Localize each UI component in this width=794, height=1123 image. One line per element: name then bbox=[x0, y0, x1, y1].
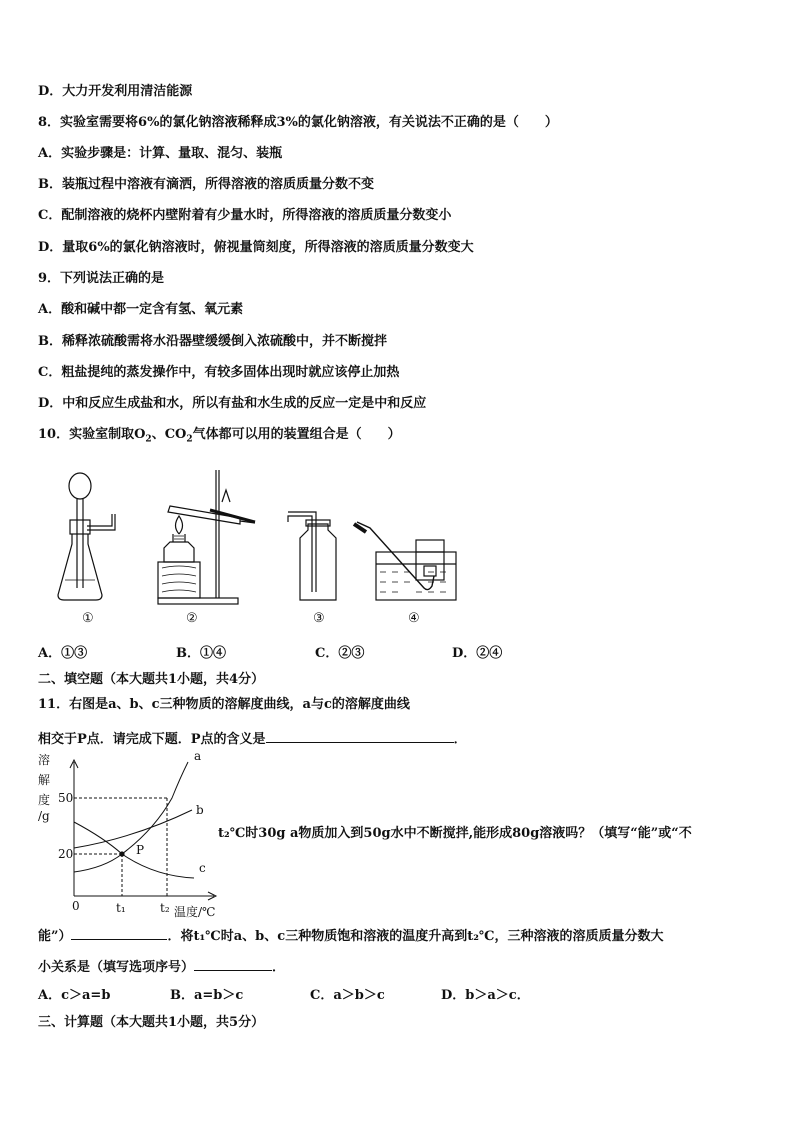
apparatus-label-1: ① bbox=[82, 611, 94, 626]
q11-option-b: B．a=b＞c bbox=[170, 988, 244, 1003]
curve-c bbox=[74, 822, 194, 878]
q9-stem: 9．下列说法正确的是 bbox=[38, 271, 165, 286]
q9-option-d: D．中和反应生成盐和水，所以有盐和水生成的反应一定是中和反应 bbox=[38, 396, 427, 411]
q10-stem: 10．实验室制取$O_2$、$CO_2$气体都可以用的装置组合是（ ） bbox=[38, 427, 401, 445]
q11-option-c: C．a＞b＞c bbox=[310, 988, 385, 1003]
section3-title: 三、计算题（本大题共1小题，共5分） bbox=[38, 1015, 265, 1030]
y-axis-label-4: /g bbox=[38, 809, 50, 823]
point-p bbox=[119, 851, 124, 856]
y-tick-50: 50 bbox=[58, 791, 74, 805]
x-tick-t2: t₂ bbox=[160, 901, 170, 915]
curve-label-c: c bbox=[199, 861, 206, 875]
solubility-graph bbox=[34, 748, 224, 922]
q11-side-text: t₂℃时30g a物质加入到50g水中不断搅拌,能形成80g溶液吗？（填写“能”或“不 bbox=[218, 826, 692, 841]
q9-option-c: C．粗盐提纯的蒸发操作中，有较多固体出现时就应该停止加热 bbox=[38, 365, 400, 380]
q11-line1: 11．右图是a、b、c三种物质的溶解度曲线，a与c的溶解度曲线 bbox=[38, 697, 410, 712]
q8-option-a: A．实验步骤是：计算、量取、混匀、装瓶 bbox=[38, 146, 283, 161]
q11-option-a: A．c＞a=b bbox=[38, 988, 111, 1003]
q10-option-c: C．②③ bbox=[315, 646, 365, 661]
answer-blank-1[interactable] bbox=[266, 730, 454, 743]
origin-label: 0 bbox=[72, 899, 80, 913]
q10-option-d: D．②④ bbox=[452, 646, 503, 661]
apparatus-3-bottle bbox=[288, 512, 336, 600]
x-axis-label: 温度/℃ bbox=[174, 905, 216, 919]
point-p-label: P bbox=[136, 843, 145, 857]
apparatus-4-water-trough bbox=[354, 522, 456, 600]
apparatus-label-3: ③ bbox=[313, 611, 325, 626]
y-axis-label-1: 溶 bbox=[38, 753, 51, 767]
curve-a bbox=[74, 762, 188, 872]
answer-blank-3[interactable] bbox=[194, 958, 272, 971]
apparatus-figure bbox=[40, 460, 480, 630]
y-tick-20: 20 bbox=[58, 847, 74, 861]
q11-line2: 相交于P点．请完成下题．P点的含义是 ． bbox=[38, 732, 467, 747]
y-axis-label-2: 解 bbox=[38, 773, 51, 787]
q8-option-b: B．装瓶过程中溶液有滴洒，所得溶液的溶质质量分数不变 bbox=[38, 177, 374, 192]
q11-option-d: D．b＞a＞c． bbox=[441, 988, 530, 1003]
apparatus-label-2: ② bbox=[186, 611, 198, 626]
q8-option-d: D．量取6%的氯化钠溶液时，俯视量筒刻度，所得溶液的溶质质量分数变大 bbox=[38, 240, 474, 255]
apparatus-2-heating bbox=[158, 470, 255, 604]
q7-option-d: D．大力开发利用清洁能源 bbox=[38, 84, 193, 99]
section2-title: 二、填空题（本大题共1小题，共4分） bbox=[38, 672, 265, 687]
curve-b bbox=[74, 810, 192, 848]
q9-option-b: B．稀释浓硫酸需将水沿器壁缓缓倒入浓硫酸中，并不断搅拌 bbox=[38, 334, 387, 349]
q9-option-a: A．酸和碱中都一定含有氢、氧元素 bbox=[38, 302, 244, 317]
curve-label-a: a bbox=[194, 749, 202, 763]
apparatus-1-flask bbox=[58, 473, 115, 600]
curve-label-b: b bbox=[196, 803, 204, 817]
answer-blank-2[interactable] bbox=[71, 927, 167, 940]
apparatus-label-4: ④ bbox=[408, 611, 420, 626]
y-axis-label-3: 度 bbox=[38, 793, 51, 807]
q10-option-b: B．①④ bbox=[176, 646, 226, 661]
q8-stem: 8．实验室需要将6%的氯化钠溶液稀释成3%的氯化钠溶液，有关说法不正确的是（ ） bbox=[38, 115, 558, 130]
q11-line5: 小关系是（填写选项序号） ． bbox=[38, 960, 286, 975]
q11-line4: 能”） ．将t₁℃时a、b、c三种物质饱和溶液的温度升高到t₂℃，三种溶液的溶质质量分数大 bbox=[38, 929, 664, 944]
q8-option-c: C．配制溶液的烧杯内壁附着有少量水时，所得溶液的溶质质量分数变小 bbox=[38, 208, 452, 223]
q10-option-a: A．①③ bbox=[38, 646, 88, 661]
x-tick-t1: t₁ bbox=[116, 901, 126, 915]
